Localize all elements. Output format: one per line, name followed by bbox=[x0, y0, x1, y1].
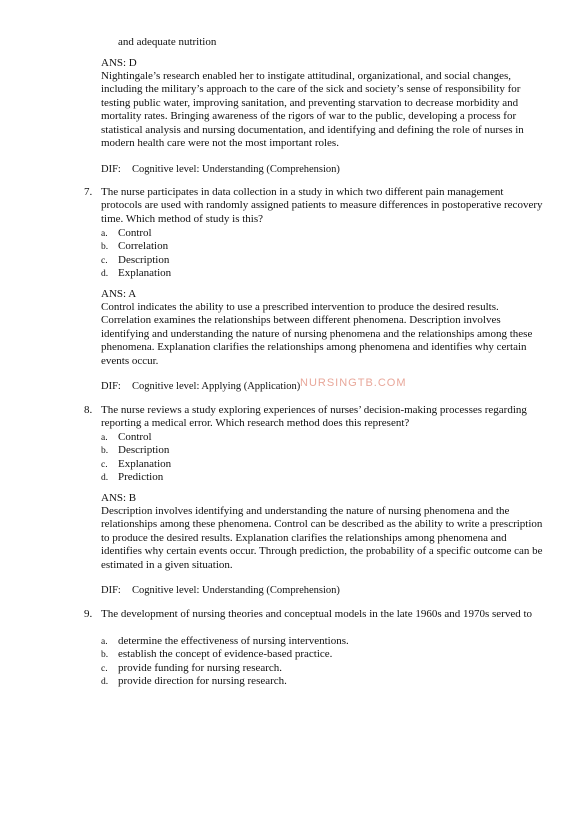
option-letter: a. bbox=[101, 433, 108, 443]
option-b bbox=[101, 444, 169, 458]
question-stem: The development of nursing theories and conceptual models in the late 1960s and 1970s served to bbox=[101, 608, 533, 620]
dif-label: DIF: bbox=[101, 164, 121, 175]
question-stem: The nurse participates in data collection in a study in which two different pain management protocols are used with randomly assigned patients to measure differences in postoperative recovery time. Which method of study is this? bbox=[101, 186, 543, 225]
option-text: Description bbox=[118, 444, 170, 456]
option-text: Control bbox=[118, 431, 152, 443]
difficulty-line bbox=[101, 163, 340, 176]
question-stem: The nurse reviews a study exploring experiences of nurses’ decision-making processes regarding reporting a medical error. Which research method does this represent? bbox=[101, 404, 527, 430]
continued-option-text: and adequate nutrition bbox=[118, 36, 217, 48]
question-number: 8. bbox=[84, 404, 93, 416]
option-letter: c. bbox=[101, 460, 108, 470]
answer-key: ANS: B bbox=[101, 492, 137, 504]
dif-value: Cognitive level: Applying (Application) bbox=[132, 381, 301, 392]
rationale: Control indicates the ability to use a prescribed intervention to produce the desired results. Correlation examines the relationships between different phenomena. Description involves identifying and understanding the nature of nursing phenomena and the relationships among these phenomena. Explanation clarifies the relationships among phenomena and identifies why certain events occur. bbox=[101, 301, 533, 367]
option-text: Explanation bbox=[118, 458, 172, 470]
option-letter: b. bbox=[101, 242, 109, 252]
difficulty-line bbox=[101, 584, 340, 597]
difficulty-line bbox=[101, 380, 300, 393]
answer-key: ANS: D bbox=[101, 57, 137, 69]
option-text: Prediction bbox=[118, 471, 164, 483]
option-letter: b. bbox=[101, 650, 109, 660]
option-text: provide direction for nursing research. bbox=[118, 675, 287, 687]
option-text: Correlation bbox=[118, 240, 169, 252]
dif-label: DIF: bbox=[101, 381, 121, 392]
option-letter: c. bbox=[101, 256, 108, 266]
option-text: Explanation bbox=[118, 267, 172, 279]
option-letter: d. bbox=[101, 473, 109, 483]
option-letter: b. bbox=[101, 446, 109, 456]
option-text: provide funding for nursing research. bbox=[118, 662, 283, 674]
option-text: establish the concept of evidence-based practice. bbox=[118, 648, 333, 660]
option-letter: a. bbox=[101, 637, 108, 647]
option-text: Control bbox=[118, 227, 152, 239]
rationale: Nightingale’s research enabled her to instigate attitudinal, organizational, and social changes, including the military’s approach to the care of the sick and society’s sense of responsibility for testing public water, improving sanitation, and preventing starvation to decrease morbidity and mortality rates. Bringing awareness of the rigors of war to the public, developing a process for statistical analysis and nursing documentation, and identifying and defining the role of nurses in modern health care were not the most important roles. bbox=[101, 70, 524, 150]
question-number: 9. bbox=[84, 608, 93, 620]
option-text: determine the effectiveness of nursing interventions. bbox=[118, 635, 349, 647]
option-b bbox=[101, 240, 168, 254]
option-text: Description bbox=[118, 254, 170, 266]
option-b bbox=[101, 648, 332, 662]
option-letter: a. bbox=[101, 229, 108, 239]
option-letter: d. bbox=[101, 269, 109, 279]
watermark: NURSINGTB.COM bbox=[300, 377, 407, 389]
rationale: Description involves identifying and understanding the nature of nursing phenomena and the relationships among these phenomena. Control can be described as the ability to write a prescription to produce the desired results. Explanation clarifies the relationships among phenomena and identifies why certain events occur. Through prediction, the probability of a specific outcome can be estimated in a given situation. bbox=[101, 505, 543, 571]
answer-key: ANS: A bbox=[101, 288, 137, 300]
option-d bbox=[101, 675, 287, 689]
dif-value: Cognitive level: Understanding (Comprehension) bbox=[132, 164, 340, 175]
dif-value: Cognitive level: Understanding (Comprehension) bbox=[132, 585, 340, 596]
dif-label: DIF: bbox=[101, 585, 121, 596]
option-d bbox=[101, 471, 163, 485]
option-letter: c. bbox=[101, 664, 108, 674]
option-d bbox=[101, 267, 171, 281]
option-letter: d. bbox=[101, 677, 109, 687]
question-number: 7. bbox=[84, 186, 93, 198]
